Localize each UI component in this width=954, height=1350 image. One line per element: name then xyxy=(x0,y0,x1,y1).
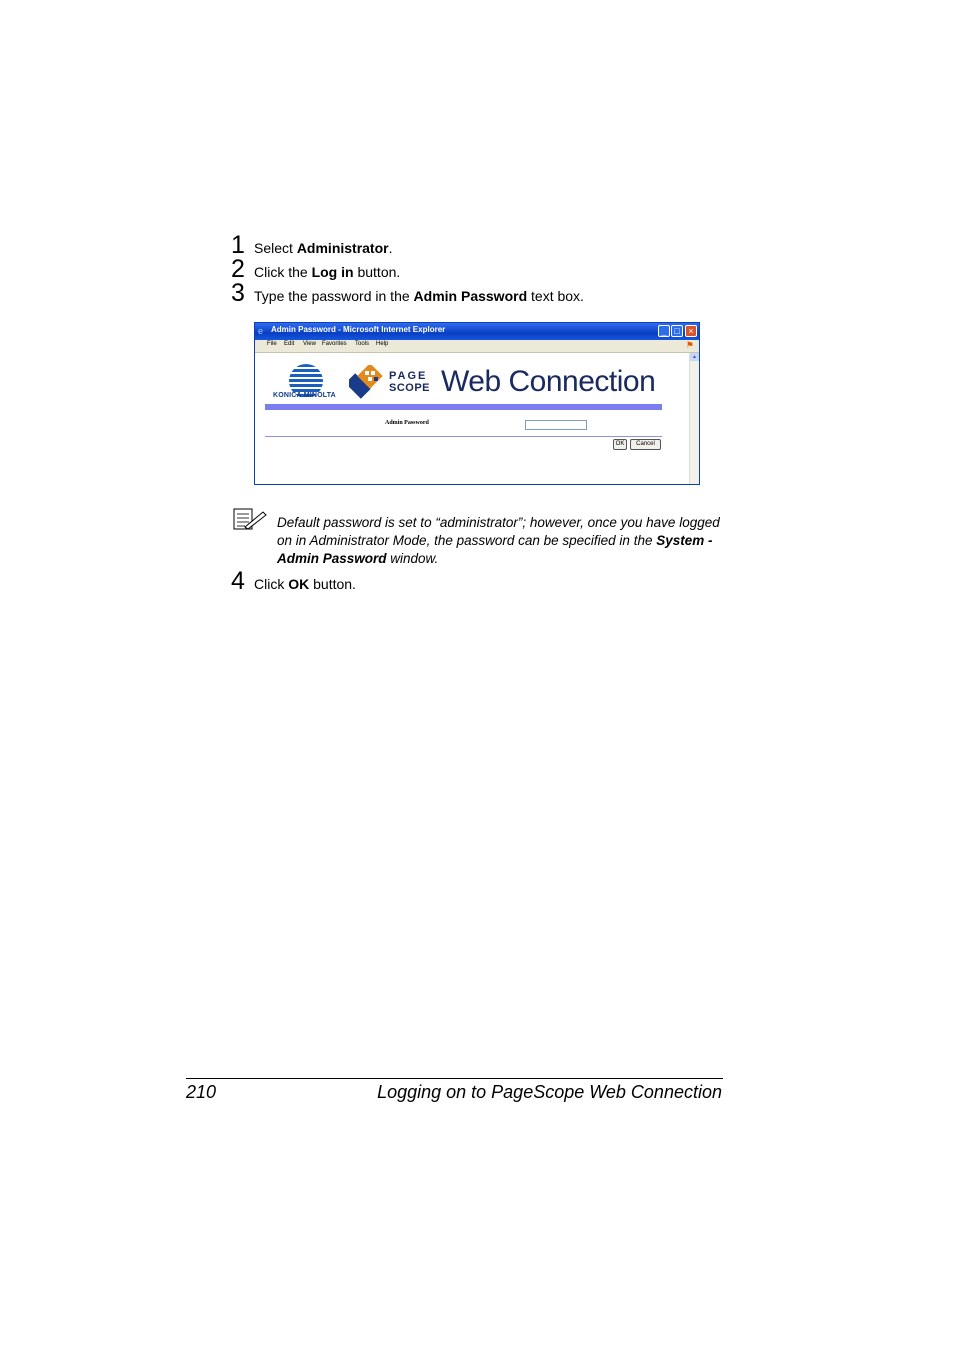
scroll-up-icon[interactable]: ▲ xyxy=(690,353,699,361)
note-text xyxy=(277,514,727,568)
step-text-pre: Click xyxy=(254,576,289,592)
step-text xyxy=(254,288,584,304)
ok-button[interactable]: OK xyxy=(613,439,627,450)
step-text-post: . xyxy=(388,240,393,256)
step-text xyxy=(254,264,400,280)
browser-screenshot xyxy=(254,322,700,485)
note-text-bold: System - Admin Password xyxy=(277,533,713,566)
pagescope-page-text: PAGE xyxy=(389,370,428,382)
step-number: 4 xyxy=(231,567,245,595)
windows-flag-icon: ⚑ xyxy=(685,340,694,350)
menu-help[interactable]: Help xyxy=(376,341,389,347)
step-text-bold: OK xyxy=(288,576,310,592)
minimize-icon[interactable]: _ xyxy=(658,325,670,337)
page-number: 210 xyxy=(186,1082,217,1102)
cancel-button[interactable]: Cancel xyxy=(630,439,661,450)
note-text-part: Default password is set to “administrator”; however, once you have logged on in Administrator Mode, the password can be specified in the xyxy=(277,515,720,548)
footer-divider xyxy=(186,1078,723,1079)
pagescope-scope-text: SCOPE xyxy=(389,382,431,394)
close-icon[interactable]: × xyxy=(685,325,697,337)
step-text-bold: Log in xyxy=(311,264,354,280)
menu-bar xyxy=(255,340,699,353)
footer-title: Logging on to PageScope Web Connection xyxy=(377,1082,722,1102)
note-text-part: window. xyxy=(386,551,439,566)
brand-name: KONICA MINOLTA xyxy=(273,392,336,399)
step-text-pre: Type the password in the xyxy=(254,288,414,304)
header-divider xyxy=(265,404,662,410)
step-text-pre: Select xyxy=(254,240,297,256)
pagescope-logo-icon xyxy=(349,365,383,399)
note-icon xyxy=(233,508,267,530)
menu-edit[interactable]: Edit xyxy=(284,341,295,347)
step-number: 2 xyxy=(231,255,245,283)
step-text xyxy=(254,576,356,592)
step-text xyxy=(254,240,393,256)
admin-password-input[interactable] xyxy=(525,420,587,430)
window-titlebar xyxy=(255,323,699,340)
step-number: 1 xyxy=(231,231,245,259)
admin-password-label: Admin Password xyxy=(385,420,429,426)
menu-favorites[interactable]: Favorites xyxy=(322,341,347,347)
step-text-post: button. xyxy=(353,264,401,280)
product-name: Web Connection xyxy=(441,365,656,398)
step-text-pre: Click the xyxy=(254,264,312,280)
form-divider xyxy=(265,436,662,437)
step-text-bold: Admin Password xyxy=(413,288,528,304)
maximize-icon[interactable]: □ xyxy=(671,325,683,337)
window-title: Admin Password - Microsoft Internet Explorer xyxy=(271,325,446,334)
menu-view[interactable]: View xyxy=(303,341,316,347)
ie-icon: e xyxy=(258,326,264,336)
step-text-post: button. xyxy=(309,576,356,592)
step-number: 3 xyxy=(231,279,245,307)
step-text-bold: Administrator xyxy=(296,240,389,256)
scrollbar[interactable] xyxy=(689,353,699,484)
step-text-post: text box. xyxy=(527,288,584,304)
menu-file[interactable]: File xyxy=(267,341,277,347)
menu-tools[interactable]: Tools xyxy=(355,341,370,347)
